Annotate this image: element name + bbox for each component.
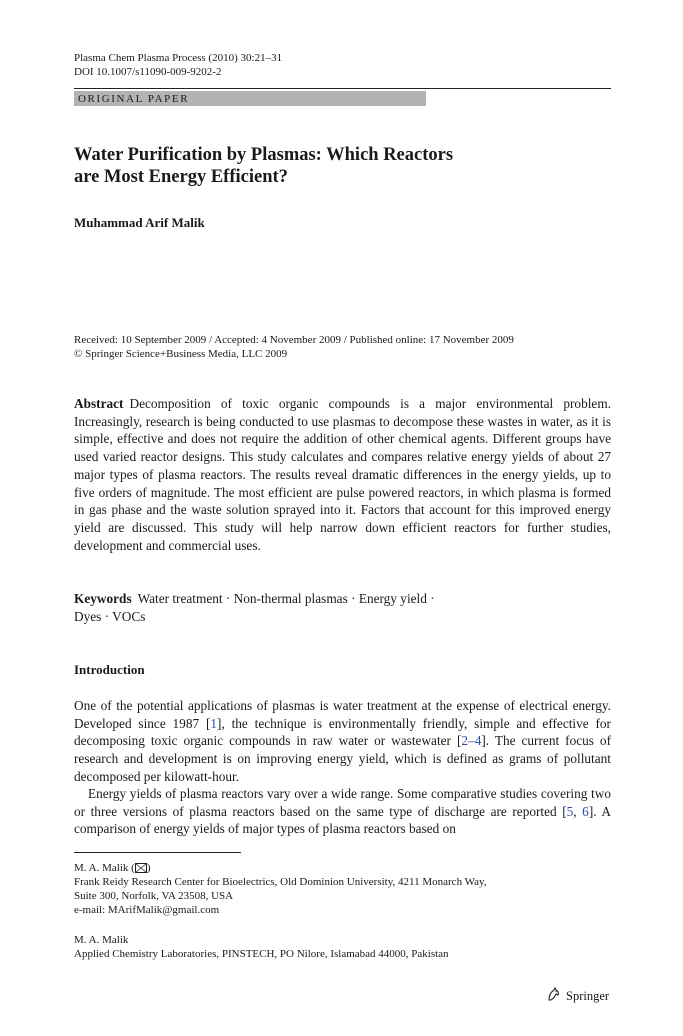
affiliation-2: Applied Chemistry Laboratories, PINSTECH, PO Nilore, Islamabad 44000, Pakistan <box>74 948 449 960</box>
publication-dates <box>74 333 514 361</box>
doi: DOI 10.1007/s11090-009-9202-2 <box>74 66 222 78</box>
abstract <box>74 395 611 554</box>
intro-p1-text-c: ]. The current focus of research and development is on improving energy yield, which is defined as grams of pollutant decomposed per kilowatt-hour. <box>74 733 612 784</box>
footnote-author-1-name: M. A. Malik ( <box>74 862 135 874</box>
abstract-text: Decomposition of toxic organic compounds is a major environmental problem. Increasingly, research is being conducted to use plasmas to decompose these wastes in water, as it is simple, effective and does not require the addition of other chemical agents. Different groups have used varied reactor designs. This study calculates and compares relative energy yields of about 27 major types of plasma reactors. The results reveal dramatic differences in the energy yields, up to five orders of magnitude. The most efficient are pulse powered reactors, in which plasma is formed in gas phase and the waste solution sprayed into it. Factors that account for this improved energy yield are discussed. This study will help narrow down efficient reactors for further studies, development and commercial uses. <box>74 396 611 553</box>
abstract-label: Abstract <box>74 396 124 411</box>
dates-line: Received: 10 September 2009 / Accepted: 4 November 2009 / Published online: 17 November 2009 <box>74 334 514 346</box>
intro-paragraph-2 <box>74 785 611 838</box>
keywords-line-2: Dyes · VOCs <box>74 608 146 624</box>
intro-p2-text-b: ]. A comparison of energy yields of major types of plasma reactors based on <box>74 803 611 837</box>
intro-p2-sep: , <box>573 803 583 819</box>
citation-link[interactable]: 1 <box>210 715 218 731</box>
keywords-label: Keywords <box>74 591 132 606</box>
footnote-rule <box>74 852 241 853</box>
keywords-line-1: Water treatment · Non-thermal plasmas · Energy yield · <box>137 591 435 606</box>
intro-paragraph-1 <box>74 697 611 786</box>
intro-p2-text-a: Energy yields of plasma reactors vary over a wide range. Some comparative studies covering two or three versions of plasma reactors based on the same type of discharge are reported [ <box>74 786 611 819</box>
springer-horse-icon <box>546 986 562 1006</box>
publisher-logo <box>546 986 609 1006</box>
footnote-author-1-close: ) <box>146 862 151 874</box>
citation-link[interactable]: 5 <box>566 803 574 819</box>
intro-p1-text-b: ], the technique is environmentally friendly, simple and effective for decomposing toxic organic compounds in raw water or wastewater [ <box>74 715 611 749</box>
citation-link[interactable]: 6 <box>582 803 589 819</box>
affiliation-1-line-2: Suite 300, Norfolk, VA 23508, USA <box>74 890 234 902</box>
affiliation-1-line-1: Frank Reidy Research Center for Bioelectrics, Old Dominion University, 4211 Monarch Way, <box>74 876 487 888</box>
title-line-2: are Most Energy Efficient? <box>74 167 288 187</box>
intro-p1-text-a: One of the potential applications of plasmas is water treatment at the expense of electrical energy. Developed since 1987 [ <box>74 698 611 731</box>
header-rule <box>74 88 611 89</box>
publisher-name: Springer <box>566 988 610 1003</box>
category-label: ORIGINAL PAPER <box>78 93 190 105</box>
copyright-line: © Springer Science+Business Media, LLC 2009 <box>74 348 288 360</box>
footnote-author-2: M. A. Malik <box>74 934 129 946</box>
author-email[interactable]: e-mail: MArifMalik@gmail.com <box>74 904 220 916</box>
journal-citation: Plasma Chem Plasma Process (2010) 30:21–31 <box>74 52 283 64</box>
paper-title <box>74 144 611 188</box>
introduction-heading: Introduction <box>74 662 145 677</box>
author-name: Muhammad Arif Malik <box>74 215 205 230</box>
title-line-1: Water Purification by Plasmas: Which Reactors <box>74 145 454 165</box>
citation-link[interactable]: 2–4 <box>461 733 482 749</box>
keywords <box>74 590 611 625</box>
